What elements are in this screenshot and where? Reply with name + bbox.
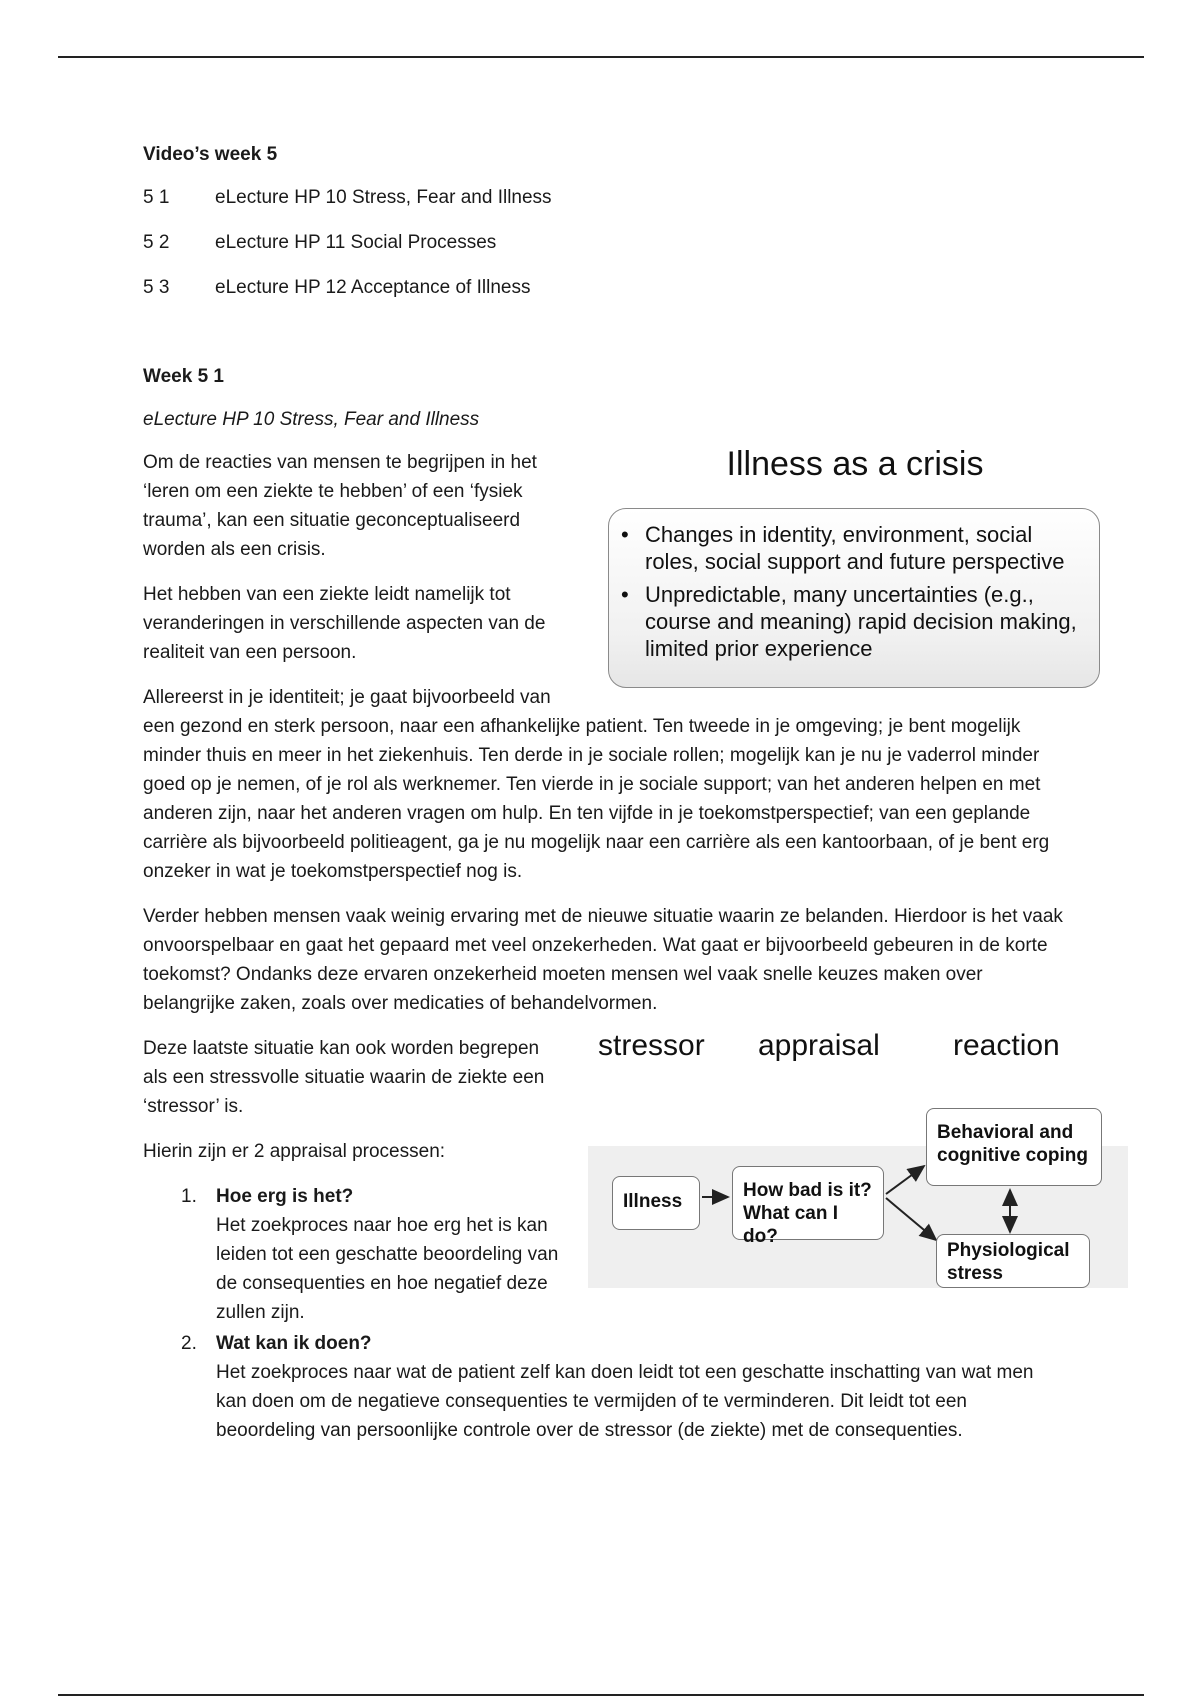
crisis-slide-title: Illness as a crisis — [726, 445, 984, 483]
list-item-text: Het zoekproces naar wat de patient zelf kan doen leidt tot een geschatte inschatting van wat men kan doen om de negatieve consequenties te vermijden of te verminderen. Dit leidt tot een beoordeling van persoonlijke controle over de stressor (de ziekte) met de consequenties. — [216, 1362, 1034, 1441]
video-number: 5 2 — [143, 232, 170, 253]
crisis-slide-box — [608, 508, 1100, 688]
video-label: eLecture HP 11 Social Processes — [215, 232, 497, 253]
bullet-icon: • — [621, 582, 629, 607]
crisis-bullet-text: Changes in identity, environment, social roles, social support and future perspective — [645, 522, 1065, 574]
appraisal-box — [732, 1166, 884, 1247]
coping-box — [926, 1108, 1102, 1186]
list-item-title: Hoe erg is het? — [216, 1186, 354, 1207]
videos-heading: Video’s week 5 — [143, 144, 278, 165]
stress-appraisal-diagram — [588, 1026, 1128, 1288]
crisis-bullet — [621, 521, 1085, 575]
video-number: 5 3 — [143, 277, 170, 298]
video-item — [143, 228, 1063, 257]
arrow-appraisal-to-coping — [886, 1166, 924, 1194]
section-subtitle: eLecture HP 10 Stress, Fear and Illness — [143, 409, 480, 430]
bottom-rule — [58, 1694, 1144, 1696]
crisis-slide — [602, 436, 1108, 702]
coping-box-line: Behavioral and — [937, 1122, 1074, 1143]
paragraph: Hierin zijn er 2 appraisal processen: — [143, 1141, 446, 1162]
paragraph: Verder hebben mensen vaak weinig ervaring met de nieuwe situatie waarin ze belanden. Hierdoor is het vaak onvoorspelbaar en gaat het gepaard met veel onzekerheden. Wat gaat er bijvoorbeeld gebeuren in de korte toekomst? Ondanks deze ervaren onzekerheid moeten mensen wel vaak snelle keuzes maken over belangrijke zaken, zoals over medicaties of behandelvormen. — [143, 906, 1063, 1014]
bullet-icon: • — [621, 522, 629, 547]
video-label: eLecture HP 10 Stress, Fear and Illness — [215, 187, 552, 208]
paragraph: Om de reacties van mensen te begrijpen in het ‘leren om een ziekte te hebben’ of een ‘fysiek trauma’, kan een situatie geconceptualiseerd worden als een crisis. — [143, 452, 537, 560]
physio-box-line: Physiological — [947, 1240, 1070, 1261]
crisis-bullet-text: Unpredictable, many uncertainties (e.g., course and meaning) rapid decision making, limited prior experience — [645, 582, 1077, 661]
appraisal-box-line: How bad is it? — [743, 1180, 872, 1201]
appraisal-box-line: What can I do? — [743, 1203, 839, 1247]
top-rule — [58, 56, 1144, 58]
arrow-appraisal-to-physio — [886, 1198, 936, 1240]
paragraph: Deze laatste situatie kan ook worden begrepen als een stressvolle situatie waarin de ziekte een ‘stressor’ is. — [143, 1038, 545, 1117]
crisis-bullet — [621, 581, 1085, 662]
video-item — [143, 273, 1063, 302]
paragraph: Het hebben van een ziekte leidt namelijk tot veranderingen in verschillende aspecten van de realiteit van een persoon. — [143, 584, 546, 663]
paragraph: Allereerst in je identiteit; je gaat bijvoorbeeld van een gezond en sterk persoon, naar een afhankelijke patient. Ten tweede in je omgeving; je bent mogelijk minder thuis en meer in het ziekenhuis. Ten derde in je sociale rollen; mogelijk kan je nu je vaderrol minder goed op je nemen, of je rol als werknemer. Ten vierde in je sociale support; van het anderen helpen en met anderen zijn, naar het anderen vragen om hulp. En ten vijfde in je toekomstperspectief; van een geplande carrière als bijvoorbeeld politieagent, ga je nu mogelijk naar een carrière als een kantoorbaan, of je bent erg onzeker in wat je toekomstperspectief nog is. — [143, 687, 1050, 882]
physio-box-line: stress — [947, 1263, 1003, 1284]
illness-box: Illness — [612, 1176, 700, 1230]
video-number: 5 1 — [143, 187, 170, 208]
list-item — [143, 1182, 568, 1327]
section-heading: Week 5 1 — [143, 366, 224, 387]
stage-label-appraisal: appraisal — [758, 1029, 880, 1062]
document-body — [143, 140, 1088, 1447]
video-label: eLecture HP 12 Acceptance of Illness — [215, 277, 531, 298]
list-number: 2. — [181, 1333, 197, 1354]
list-item-title: Wat kan ik doen? — [216, 1333, 372, 1354]
stage-label-stressor: stressor — [598, 1029, 705, 1062]
list-item — [143, 1329, 1063, 1445]
video-item — [143, 183, 1063, 212]
stage-label-reaction: reaction — [953, 1029, 1060, 1062]
list-item-text: Het zoekproces naar hoe erg het is kan leiden tot een geschatte beoordeling van de consequenties en hoe negatief deze zullen zijn. — [216, 1215, 559, 1323]
list-number: 1. — [181, 1186, 197, 1207]
coping-box-line: cognitive coping — [937, 1145, 1088, 1166]
physiological-stress-box — [936, 1234, 1090, 1288]
